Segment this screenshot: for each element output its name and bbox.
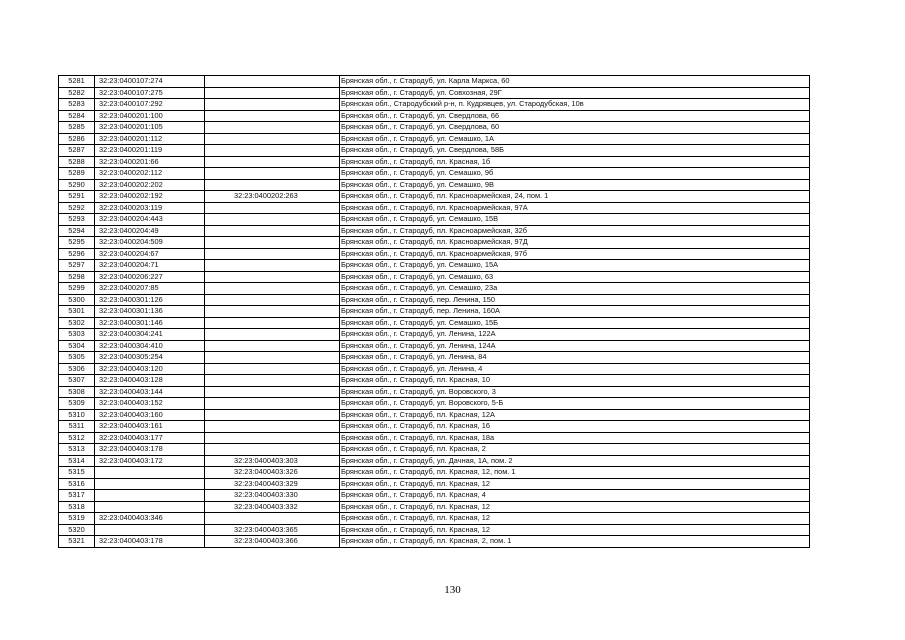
row-number-cell: 5316: [59, 478, 95, 490]
address-cell: Брянская обл., г. Стародуб, ул. Семашко, 9б: [340, 168, 810, 180]
row-number-cell: 5289: [59, 168, 95, 180]
address-cell: Брянская обл., г. Стародуб, пл. Красная, 18а: [340, 432, 810, 444]
table-row: [59, 156, 810, 168]
building-number-cell: [205, 271, 340, 283]
building-number-cell: [205, 432, 340, 444]
building-number-cell: [205, 260, 340, 272]
cadastral-number-cell: 32:23:0400403:144: [95, 386, 205, 398]
table-row: [59, 306, 810, 318]
building-number-cell: [205, 317, 340, 329]
building-number-cell: [205, 156, 340, 168]
table-row: [59, 110, 810, 122]
building-number-cell: [205, 306, 340, 318]
address-cell: Брянская обл., г. Стародуб, пл. Красная, 12А: [340, 409, 810, 421]
address-cell: Брянская обл., г. Стародуб, ул. Семашко, 15Б: [340, 317, 810, 329]
row-number-cell: 5286: [59, 133, 95, 145]
table-row: [59, 87, 810, 99]
address-cell: Брянская обл., г. Стародуб, ул. Свердлова, 58Б: [340, 145, 810, 157]
row-number-cell: 5293: [59, 214, 95, 226]
cadastral-number-cell: 32:23:0400204:509: [95, 237, 205, 249]
building-number-cell: [205, 179, 340, 191]
address-cell: Брянская обл., г. Стародуб, пл. Красная, 12: [340, 501, 810, 513]
address-cell: Брянская обл., г. Стародуб, пл. Красная, 12: [340, 513, 810, 525]
cadastral-number-cell: 32:23:0400403:177: [95, 432, 205, 444]
building-number-cell: [205, 363, 340, 375]
building-number-cell: [205, 248, 340, 260]
row-number-cell: 5297: [59, 260, 95, 272]
cadastral-number-cell: 32:23:0400204:443: [95, 214, 205, 226]
building-number-cell: 32:23:0400403:329: [205, 478, 340, 490]
address-cell: Брянская обл., г. Стародуб, пл. Красноармейская, 97Д: [340, 237, 810, 249]
building-number-cell: 32:23:0400403:303: [205, 455, 340, 467]
row-number-cell: 5312: [59, 432, 95, 444]
cadastral-number-cell: 32:23:0400203:119: [95, 202, 205, 214]
table-row: [59, 363, 810, 375]
row-number-cell: 5303: [59, 329, 95, 341]
address-cell: Брянская обл., г. Стародуб, пл. Красная, 12: [340, 478, 810, 490]
row-number-cell: 5313: [59, 444, 95, 456]
cadastral-number-cell: 32:23:0400202:112: [95, 168, 205, 180]
cadastral-number-cell: 32:23:0400403:128: [95, 375, 205, 387]
table-row: [59, 225, 810, 237]
building-number-cell: [205, 352, 340, 364]
cadastral-number-cell: 32:23:0400201:105: [95, 122, 205, 134]
cadastral-number-cell: 32:23:0400305:254: [95, 352, 205, 364]
table-row: [59, 455, 810, 467]
cadastral-number-cell: 32:23:0400201:66: [95, 156, 205, 168]
row-number-cell: 5300: [59, 294, 95, 306]
address-cell: Брянская обл., г. Стародуб, ул. Совхозная, 29Г: [340, 87, 810, 99]
row-number-cell: 5301: [59, 306, 95, 318]
table-row: [59, 271, 810, 283]
table-row: [59, 432, 810, 444]
table-row: [59, 191, 810, 203]
cadastral-number-cell: 32:23:0400201:112: [95, 133, 205, 145]
address-cell: Брянская обл., г. Стародуб, пл. Красноармейская, 24, пом. 1: [340, 191, 810, 203]
row-number-cell: 5305: [59, 352, 95, 364]
cadastral-number-cell: 32:23:0400107:274: [95, 76, 205, 88]
table-row: [59, 409, 810, 421]
address-cell: Брянская обл., г. Стародуб, ул. Семашко, 63: [340, 271, 810, 283]
building-number-cell: 32:23:0400403:365: [205, 524, 340, 536]
table-row: [59, 317, 810, 329]
building-number-cell: 32:23:0400403:326: [205, 467, 340, 479]
address-cell: Брянская обл., г. Стародуб, ул. Дачная, 1А, пом. 2: [340, 455, 810, 467]
cadastral-number-cell: [95, 490, 205, 502]
building-number-cell: [205, 145, 340, 157]
row-number-cell: 5321: [59, 536, 95, 548]
address-cell: Брянская обл., г. Стародуб, пл. Красноармейская, 32б: [340, 225, 810, 237]
cadastral-number-cell: [95, 524, 205, 536]
cadastral-number-cell: [95, 467, 205, 479]
cadastral-number-cell: 32:23:0400301:146: [95, 317, 205, 329]
row-number-cell: 5317: [59, 490, 95, 502]
table-row: [59, 444, 810, 456]
address-cell: Брянская обл., г. Стародуб, ул. Воровского, 5-Б: [340, 398, 810, 410]
cadastral-number-cell: 32:23:0400403:178: [95, 536, 205, 548]
building-number-cell: [205, 168, 340, 180]
address-cell: Брянская обл., г. Стародуб, пл. Красная, 4: [340, 490, 810, 502]
building-number-cell: [205, 386, 340, 398]
building-number-cell: [205, 99, 340, 111]
building-number-cell: 32:23:0400403:332: [205, 501, 340, 513]
cadastral-number-cell: [95, 501, 205, 513]
address-cell: Брянская обл., г. Стародуб, пл. Красная, 12: [340, 524, 810, 536]
building-number-cell: [205, 133, 340, 145]
address-cell: Брянская обл., г. Стародуб, пл. Красноармейская, 97А: [340, 202, 810, 214]
building-number-cell: [205, 202, 340, 214]
cadastral-number-cell: 32:23:0400304:410: [95, 340, 205, 352]
building-number-cell: [205, 398, 340, 410]
address-cell: Брянская обл., г. Стародуб, ул. Ленина, 84: [340, 352, 810, 364]
address-cell: Брянская обл., г. Стародуб, ул. Ленина, 122А: [340, 329, 810, 341]
building-number-cell: [205, 375, 340, 387]
address-cell: Брянская обл., г. Стародуб, пл. Красная, 1б: [340, 156, 810, 168]
row-number-cell: 5319: [59, 513, 95, 525]
building-number-cell: [205, 122, 340, 134]
row-number-cell: 5309: [59, 398, 95, 410]
table-row: [59, 501, 810, 513]
building-number-cell: 32:23:0400403:330: [205, 490, 340, 502]
row-number-cell: 5285: [59, 122, 95, 134]
cadastral-table: [58, 75, 810, 548]
table-row: [59, 513, 810, 525]
building-number-cell: [205, 409, 340, 421]
address-cell: Брянская обл., г. Стародуб, ул. Воровского, 3: [340, 386, 810, 398]
building-number-cell: [205, 340, 340, 352]
table-row: [59, 294, 810, 306]
cadastral-number-cell: 32:23:0400403:160: [95, 409, 205, 421]
cadastral-number-cell: 32:23:0400107:275: [95, 87, 205, 99]
address-cell: Брянская обл., г. Стародуб, пл. Красная, 2: [340, 444, 810, 456]
row-number-cell: 5291: [59, 191, 95, 203]
cadastral-number-cell: 32:23:0400403:178: [95, 444, 205, 456]
table-row: [59, 352, 810, 364]
row-number-cell: 5284: [59, 110, 95, 122]
table-row: [59, 375, 810, 387]
cadastral-number-cell: 32:23:0400201:119: [95, 145, 205, 157]
building-number-cell: [205, 421, 340, 433]
address-cell: Брянская обл., г. Стародуб, ул. Ленина, 4: [340, 363, 810, 375]
row-number-cell: 5287: [59, 145, 95, 157]
cadastral-number-cell: 32:23:0400403:346: [95, 513, 205, 525]
row-number-cell: 5315: [59, 467, 95, 479]
building-number-cell: [205, 294, 340, 306]
table-row: [59, 421, 810, 433]
cadastral-number-cell: 32:23:0400107:292: [95, 99, 205, 111]
address-cell: Брянская обл., г. Стародуб, пл. Красная, 16: [340, 421, 810, 433]
page-number: 130: [444, 584, 461, 596]
cadastral-number-cell: 32:23:0400206:227: [95, 271, 205, 283]
address-cell: Брянская обл., г. Стародуб, пл. Красная, 10: [340, 375, 810, 387]
table-row: [59, 490, 810, 502]
building-number-cell: 32:23:0400403:366: [205, 536, 340, 548]
table-body: [59, 76, 810, 548]
row-number-cell: 5292: [59, 202, 95, 214]
table-row: [59, 145, 810, 157]
building-number-cell: [205, 76, 340, 88]
cadastral-number-cell: 32:23:0400403:120: [95, 363, 205, 375]
cadastral-number-cell: [95, 478, 205, 490]
address-cell: Брянская обл., Стародубский р-н, п. Кудрявцев, ул. Стародубская, 10в: [340, 99, 810, 111]
cadastral-number-cell: 32:23:0400403:152: [95, 398, 205, 410]
cadastral-number-cell: 32:23:0400403:161: [95, 421, 205, 433]
address-cell: Брянская обл., г. Стародуб, ул. Карла Маркса, 60: [340, 76, 810, 88]
table-row: [59, 133, 810, 145]
building-number-cell: [205, 225, 340, 237]
building-number-cell: [205, 87, 340, 99]
table-row: [59, 168, 810, 180]
address-cell: Брянская обл., г. Стародуб, ул. Свердлова, 60: [340, 122, 810, 134]
cadastral-number-cell: 32:23:0400207:85: [95, 283, 205, 295]
address-cell: Брянская обл., г. Стародуб, пер. Ленина, 160А: [340, 306, 810, 318]
table-row: [59, 467, 810, 479]
row-number-cell: 5311: [59, 421, 95, 433]
table-row: [59, 340, 810, 352]
table-row: [59, 248, 810, 260]
table-row: [59, 76, 810, 88]
cadastral-number-cell: 32:23:0400403:172: [95, 455, 205, 467]
table-row: [59, 237, 810, 249]
cadastral-number-cell: 32:23:0400202:192: [95, 191, 205, 203]
table-row: [59, 214, 810, 226]
row-number-cell: 5299: [59, 283, 95, 295]
building-number-cell: [205, 283, 340, 295]
cadastral-number-cell: 32:23:0400204:71: [95, 260, 205, 272]
table-row: [59, 524, 810, 536]
row-number-cell: 5310: [59, 409, 95, 421]
building-number-cell: 32:23:0400202:263: [205, 191, 340, 203]
row-number-cell: 5306: [59, 363, 95, 375]
row-number-cell: 5298: [59, 271, 95, 283]
address-cell: Брянская обл., г. Стародуб, ул. Семашко, 1А: [340, 133, 810, 145]
address-cell: Брянская обл., г. Стародуб, ул. Семашко, 9В: [340, 179, 810, 191]
address-cell: Брянская обл., г. Стародуб, ул. Семашко, 23а: [340, 283, 810, 295]
row-number-cell: 5320: [59, 524, 95, 536]
table-row: [59, 260, 810, 272]
row-number-cell: 5294: [59, 225, 95, 237]
building-number-cell: [205, 444, 340, 456]
table-row: [59, 536, 810, 548]
row-number-cell: 5288: [59, 156, 95, 168]
row-number-cell: 5295: [59, 237, 95, 249]
table-row: [59, 398, 810, 410]
table-row: [59, 179, 810, 191]
row-number-cell: 5302: [59, 317, 95, 329]
address-cell: Брянская обл., г. Стародуб, ул. Свердлова, 66: [340, 110, 810, 122]
row-number-cell: 5296: [59, 248, 95, 260]
address-cell: Брянская обл., г. Стародуб, пер. Ленина, 150: [340, 294, 810, 306]
table-row: [59, 99, 810, 111]
address-cell: Брянская обл., г. Стародуб, пл. Красная, 12, пом. 1: [340, 467, 810, 479]
cadastral-number-cell: 32:23:0400202:202: [95, 179, 205, 191]
address-cell: Брянская обл., г. Стародуб, ул. Семашко, 15В: [340, 214, 810, 226]
row-number-cell: 5281: [59, 76, 95, 88]
table-row: [59, 122, 810, 134]
row-number-cell: 5314: [59, 455, 95, 467]
cadastral-number-cell: 32:23:0400304:241: [95, 329, 205, 341]
cadastral-number-cell: 32:23:0400204:49: [95, 225, 205, 237]
address-cell: Брянская обл., г. Стародуб, ул. Семашко, 15А: [340, 260, 810, 272]
row-number-cell: 5304: [59, 340, 95, 352]
row-number-cell: 5308: [59, 386, 95, 398]
row-number-cell: 5282: [59, 87, 95, 99]
table-row: [59, 478, 810, 490]
building-number-cell: [205, 110, 340, 122]
cadastral-number-cell: 32:23:0400301:136: [95, 306, 205, 318]
table-row: [59, 283, 810, 295]
cadastral-number-cell: 32:23:0400201:100: [95, 110, 205, 122]
building-number-cell: [205, 513, 340, 525]
building-number-cell: [205, 329, 340, 341]
cadastral-number-cell: 32:23:0400301:126: [95, 294, 205, 306]
row-number-cell: 5318: [59, 501, 95, 513]
cadastral-number-cell: 32:23:0400204:67: [95, 248, 205, 260]
row-number-cell: 5307: [59, 375, 95, 387]
table-row: [59, 329, 810, 341]
address-cell: Брянская обл., г. Стародуб, ул. Ленина, 124А: [340, 340, 810, 352]
row-number-cell: 5290: [59, 179, 95, 191]
address-cell: Брянская обл., г. Стародуб, пл. Красная, 2, пом. 1: [340, 536, 810, 548]
table-row: [59, 202, 810, 214]
row-number-cell: 5283: [59, 99, 95, 111]
building-number-cell: [205, 214, 340, 226]
building-number-cell: [205, 237, 340, 249]
table-row: [59, 386, 810, 398]
address-cell: Брянская обл., г. Стародуб, пл. Красноармейская, 97б: [340, 248, 810, 260]
